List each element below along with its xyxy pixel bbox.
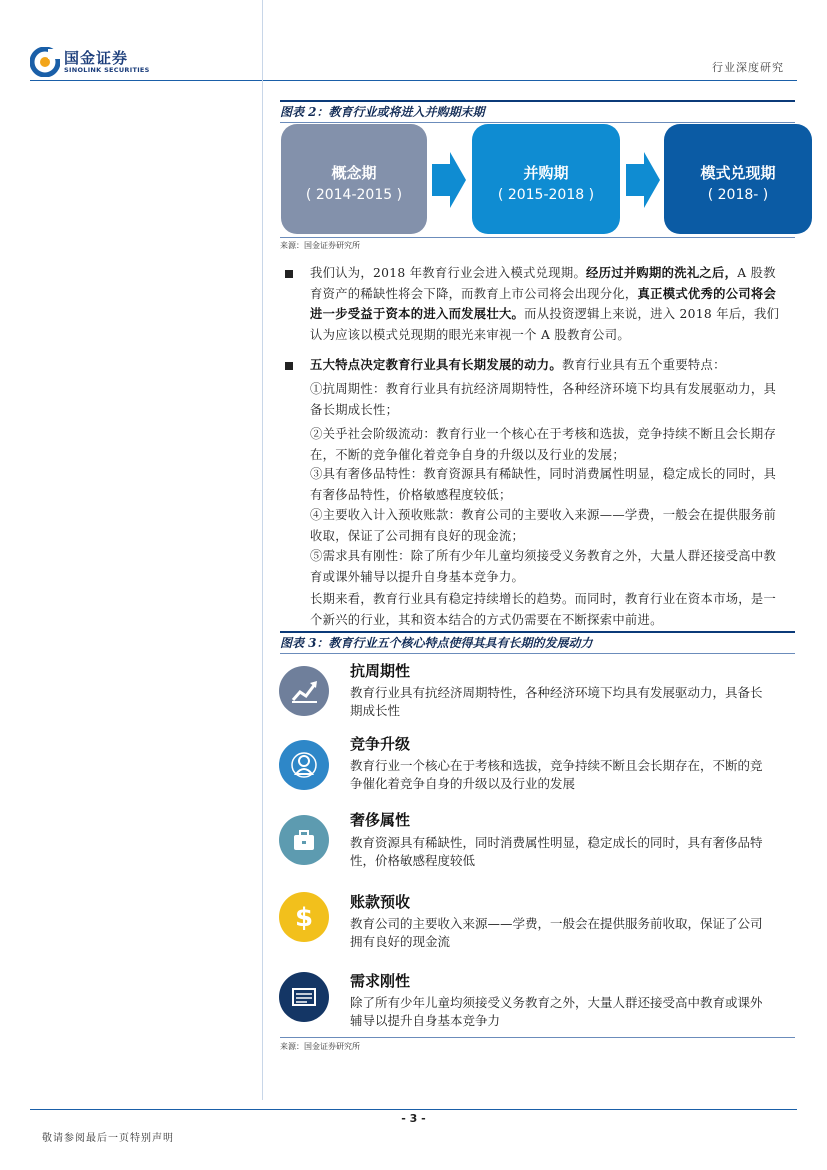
paragraph-five-features <box>310 355 788 376</box>
feature-item-1: ①抗周期性：教育行业具有抗经济周期特性，各种经济环境下均具有发展驱动力，具备长期成长性； <box>310 382 777 417</box>
person-icon <box>279 740 329 790</box>
p1-bold-2: 真正模式优秀的公司将会进一步受益于资本的进入而发展壮大。 <box>310 285 777 321</box>
company-logo-icon <box>30 47 60 77</box>
feature-title: 奢侈属性 <box>350 811 411 829</box>
logo-name-cn: 国金证券 <box>64 49 129 67</box>
page-number: - 3 - <box>401 1112 426 1125</box>
logo-name-en: SINOLINK SECURITIES <box>64 66 150 74</box>
phase-box-concept <box>281 124 427 234</box>
figure-3-source: 来源：国金证券研究所 <box>280 1042 360 1051</box>
feature-description: 教育资源具有稀缺性，同时消费属性明显，稳定成长的同时，具有奢侈品特性，价格敏感程度较低 <box>350 835 763 868</box>
feature-title: 需求刚性 <box>350 972 411 990</box>
briefcase-icon <box>279 815 329 865</box>
dollar-icon <box>279 892 329 942</box>
p1-text-1: 我们认为，2018 年教育行业会进入模式兑现期。 <box>310 266 587 280</box>
svg-text:$: $ <box>294 903 314 933</box>
header-divider <box>30 80 797 81</box>
paragraph-closing: 长期来看，教育行业具有稳定持续增长的趋势。而同时，教育行业在资本市场，是一个新兴的行业，其和资本结合的方式仍需要在不断探索中前进。 <box>310 592 777 627</box>
feature-title: 抗周期性 <box>350 662 411 680</box>
feature-description: 教育行业具有抗经济周期特性，各种经济环境下均具有发展驱动力，具备长期成长性 <box>350 685 763 718</box>
arrow-right-icon <box>432 152 466 208</box>
report-type: 行业深度研究 <box>712 61 784 74</box>
figure-2-source: 来源：国金证券研究所 <box>280 241 360 250</box>
phase-box-realization <box>664 124 812 234</box>
p1-text-2: A 股教育资产的稀缺性将会下降，而教育上市公司将会出现分化， <box>310 266 776 301</box>
source-divider <box>280 1037 795 1038</box>
p1-bold-1: 经历过并购期的洗礼之后， <box>586 265 738 280</box>
margin-rule <box>262 0 263 1100</box>
feature-description: 教育公司的主要收入来源——学费，一般会在提供服务前收取，保证了公司拥有良好的现金流 <box>350 916 763 949</box>
growth-chart-icon <box>279 666 329 716</box>
p2-text: 教育行业具有五个重要特点： <box>561 358 726 372</box>
phase-name: 模式兑现期 <box>700 164 776 182</box>
phase-range: ( 2015-2018 ) <box>497 187 595 203</box>
bullet-icon <box>285 362 293 370</box>
feature-item-3: ③具有奢侈品特性：教育资源具有稀缺性，同时消费属性明显，稳定成长的同时，具有奢侈品特性，价格敏感程度较低； <box>310 467 777 502</box>
phase-range: ( 2014-2015 ) <box>305 187 403 203</box>
p2-bold: 五大特点决定教育行业具有长期发展的动力。 <box>310 357 562 372</box>
feature-title: 竞争升级 <box>350 735 411 753</box>
phase-box-merger <box>472 124 620 234</box>
phase-range: ( 2018- ) <box>707 187 769 203</box>
figure-3-title: 图表 3：教育行业五个核心特点使得其具有长期的发展动力 <box>280 631 795 654</box>
phase-name: 概念期 <box>331 164 377 182</box>
p1-text-3: 而从投资逻辑上来说，进入 2018 年后，我们认为应该以模式兑现期的眼光来审视一个 A 股教育公司。 <box>310 307 780 342</box>
feature-title: 账款预收 <box>350 893 411 911</box>
feature-item-2: ②关乎社会阶级流动：教育行业一个核心在于考核和选拔，竞争持续不断且会长期存在，不断的竞争催化着竞争自身的升级以及行业的发展； <box>310 427 777 462</box>
bullet-icon <box>285 270 293 278</box>
feature-item-4: ④主要收入计入预收账款：教育公司的主要收入来源——学费，一般会在提供服务前收取，保证了公司拥有良好的现金流； <box>310 508 777 543</box>
feature-description: 教育行业一个核心在于考核和选拔，竞争持续不断且会长期存在，不断的竞争催化着竞争自身的升级以及行业的发展 <box>350 758 763 791</box>
source-divider <box>280 237 795 238</box>
document-icon <box>279 972 329 1022</box>
arrow-right-icon <box>626 152 660 208</box>
footer-divider <box>30 1109 797 1110</box>
phase-name: 并购期 <box>523 164 569 182</box>
disclaimer-note: 敬请参阅最后一页特别声明 <box>42 1133 174 1144</box>
feature-description: 除了所有少年儿童均须接受义务教育之外，大量人群还接受高中教育或课外辅导以提升自身基本竞争力 <box>350 995 763 1028</box>
paragraph-mode-realization <box>310 263 788 345</box>
feature-item-5: ⑤需求具有刚性：除了所有少年儿童均须接受义务教育之外，大量人群还接受高中教育或课外辅导以提升自身基本竞争力。 <box>310 549 777 584</box>
figure-2-title: 图表 2：教育行业或将进入并购期末期 <box>280 100 795 123</box>
